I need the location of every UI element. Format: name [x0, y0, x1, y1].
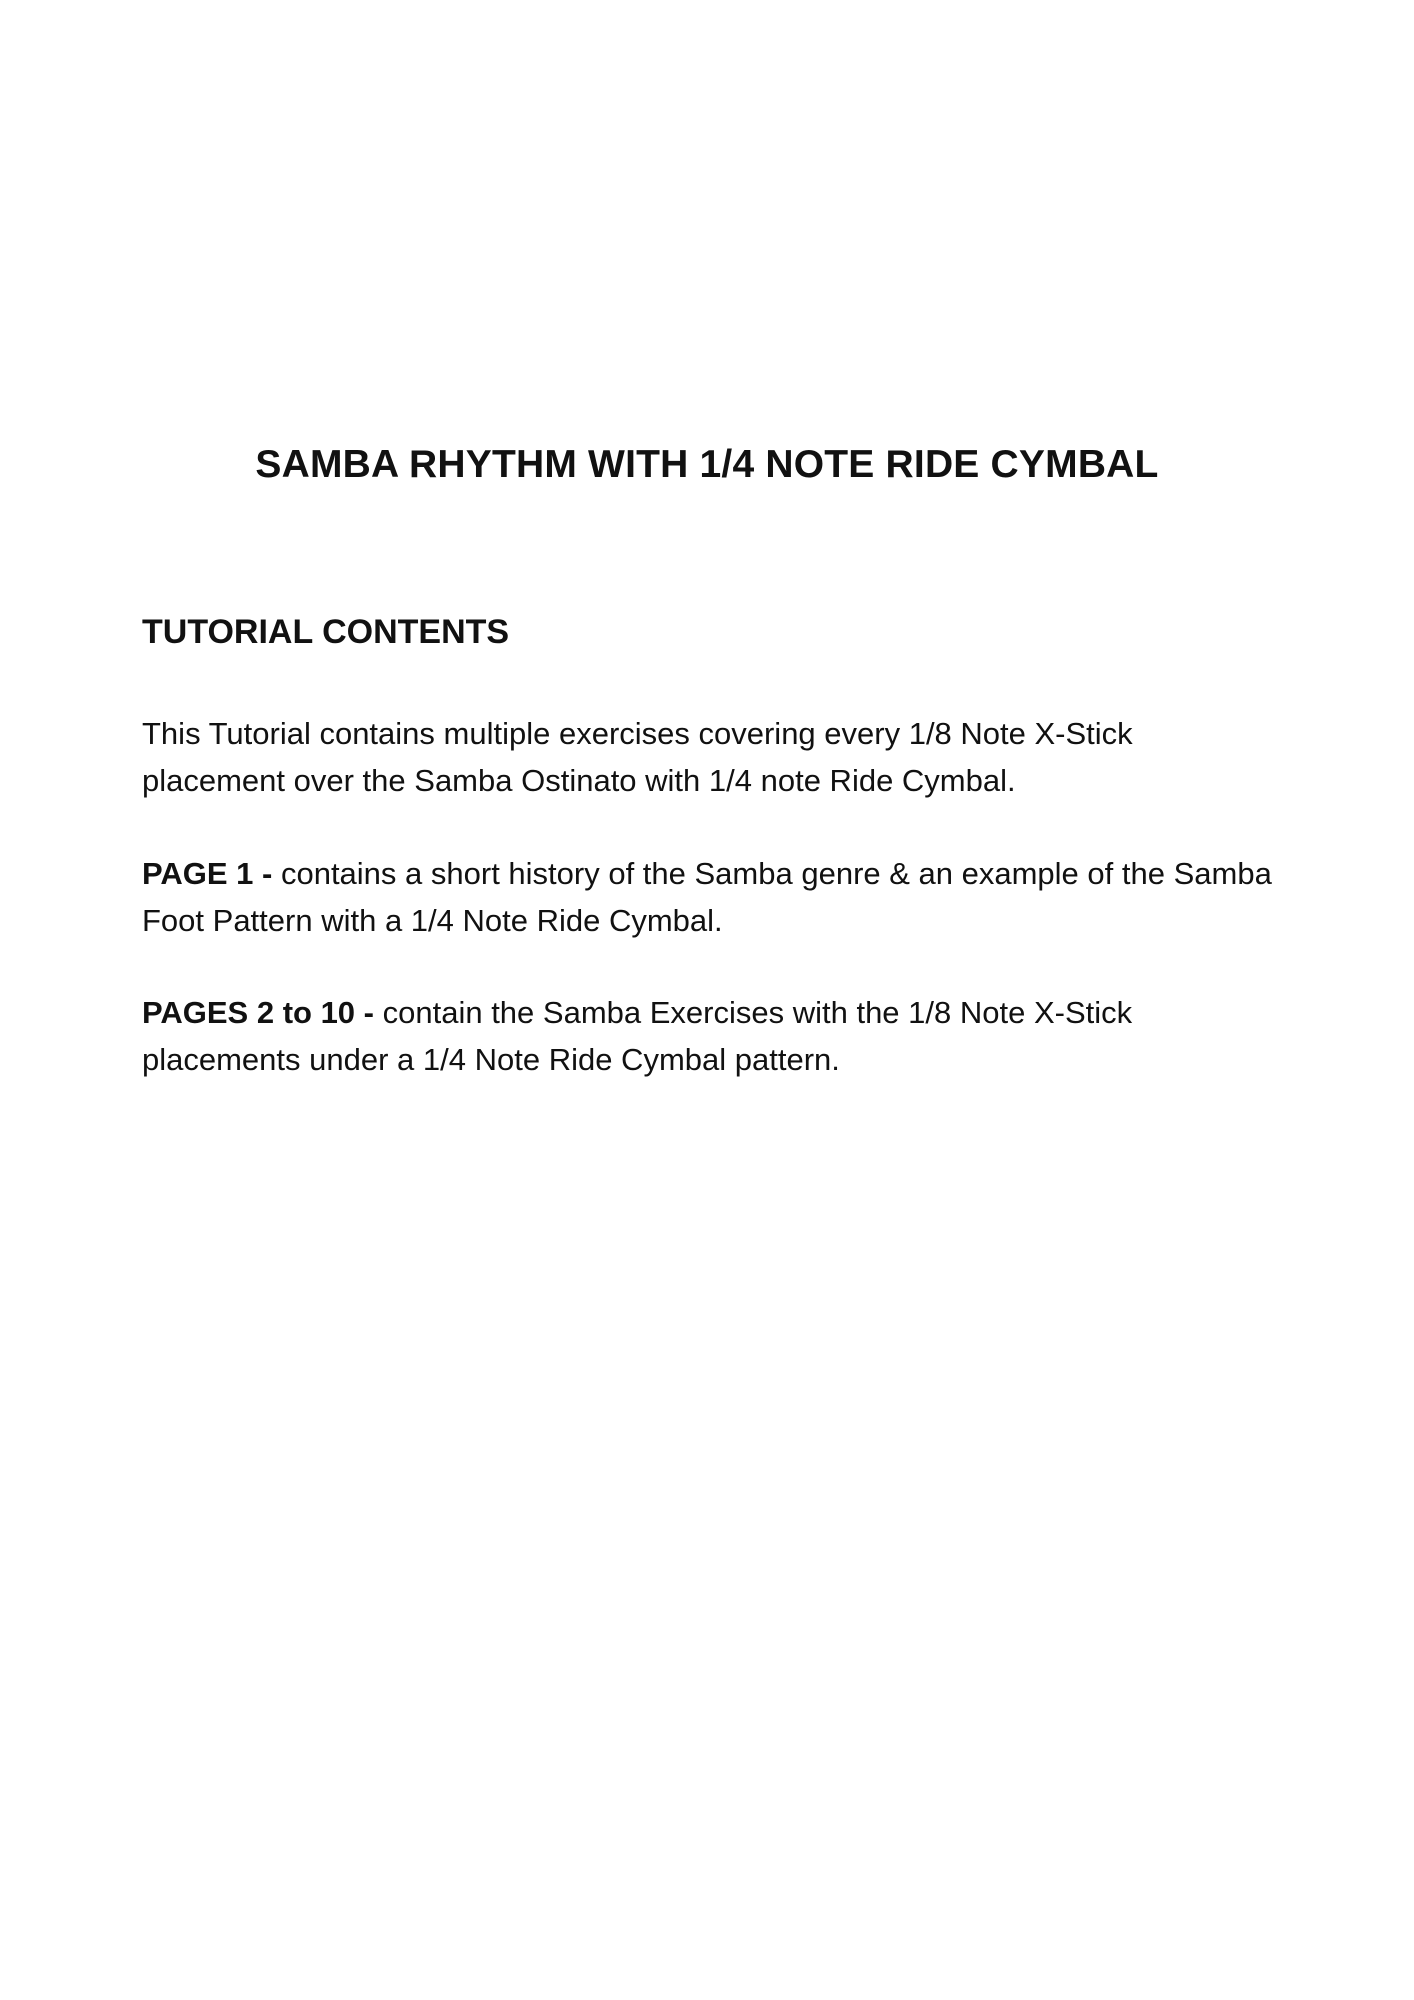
paragraph-pages-2-10-lead: PAGES 2 to 10 -	[142, 995, 374, 1030]
section-heading-tutorial-contents: TUTORIAL CONTENTS	[142, 613, 510, 651]
paragraph-page-1-lead: PAGE 1 -	[142, 856, 273, 891]
paragraph-page-1	[142, 850, 1282, 944]
paragraph-pages-2-10	[142, 989, 1282, 1083]
paragraph-page-1-text: contains a short history of the Samba genre & an example of the Samba Foot Pattern with a 1/4 Note Ride Cymbal.	[142, 856, 1272, 938]
paragraph-pages-2-10-text: contain the Samba Exercises with the 1/8 Note X-Stick placements under a 1/4 Note Ride Cymbal pattern.	[142, 995, 1133, 1077]
paragraph-intro	[142, 710, 1282, 804]
document-title: SAMBA RHYTHM WITH 1/4 NOTE RIDE CYMBAL	[255, 443, 1159, 486]
paragraph-intro-text: This Tutorial contains multiple exercises covering every 1/8 Note X-Stick placement over the Samba Ostinato with 1/4 note Ride Cymbal.	[142, 716, 1133, 798]
